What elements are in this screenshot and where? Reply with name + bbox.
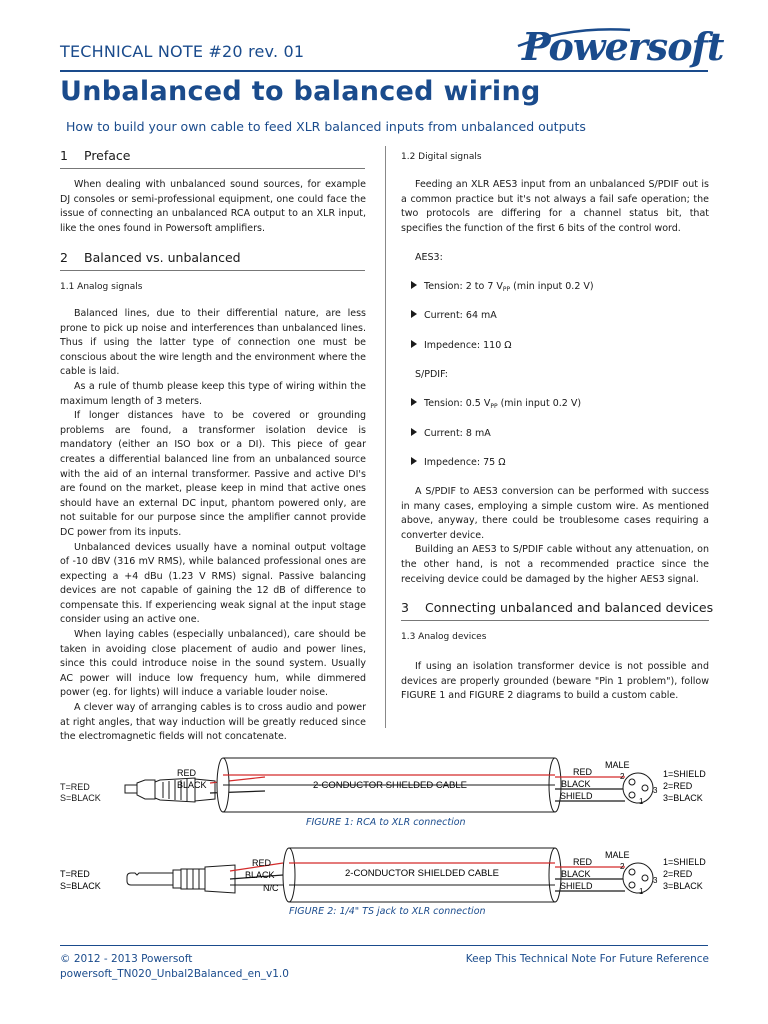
section-title: Preface xyxy=(84,148,131,163)
pin-key-2: 2=RED xyxy=(663,869,693,879)
xlr-male-connector-icon xyxy=(623,773,653,803)
pin-key-1: 1=SHIELD xyxy=(663,769,706,779)
aes3-label: AES3: xyxy=(415,252,443,263)
pin-2: 2 xyxy=(620,772,625,781)
bullet-arrow-icon xyxy=(411,310,417,318)
figure-1-rca-to-xlr-diagram xyxy=(55,755,715,817)
section-rule xyxy=(60,270,365,271)
pin-3: 3 xyxy=(653,786,658,795)
bullet-arrow-icon xyxy=(411,340,417,348)
cable-label: 2-CONDUCTOR SHIELDED CABLE xyxy=(345,868,499,879)
paragraph: As a rule of thumb please keep this type of wiring within the maximum length of 3 meters. xyxy=(60,380,366,407)
aes3-current-item xyxy=(411,310,497,321)
black-wire-label: BLACK xyxy=(245,870,275,880)
figure-1-caption: FIGURE 1: RCA to XLR connection xyxy=(306,817,466,828)
bullet-text: Impedence: 75 Ω xyxy=(424,457,506,468)
logo-wordmark: Powersoft xyxy=(522,24,724,69)
spdif-current-item xyxy=(411,428,491,439)
xlr-red-label: RED xyxy=(573,767,593,777)
cable-label: 2-CONDUCTOR SHIELDED CABLE xyxy=(313,780,467,791)
red-wire-label: RED xyxy=(252,858,272,868)
footer-copyright: © 2012 - 2013 Powersoft xyxy=(60,953,193,965)
figure-2-caption: FIGURE 2: 1/4" TS jack to XLR connection xyxy=(289,906,486,917)
pin-1: 1 xyxy=(639,797,644,806)
page-subtitle: How to build your own cable to feed XLR balanced inputs from unbalanced outputs xyxy=(66,119,586,134)
pin-3: 3 xyxy=(653,876,658,885)
spdif-impedence-item xyxy=(411,457,505,468)
subsection-analog-signals: 1.1 Analog signals xyxy=(60,282,143,292)
section-2-heading xyxy=(60,250,241,265)
male-label: MALE xyxy=(605,850,630,860)
paragraph: A S/PDIF to AES3 conversion can be performed with success in many cases, employing a simple custom wire. As mentioned above, anyway, there could be troublesome cases requiring a converter device. xyxy=(401,486,709,541)
bullet-arrow-icon xyxy=(411,398,417,406)
sleeve-label: S=BLACK xyxy=(60,793,101,803)
paragraph: A clever way of arranging cables is to cross audio and power at right angles, that way induction will be greatly reduced since the electromagnetic fields will not concatenate. xyxy=(60,702,366,743)
paragraph: Balanced lines, due to their differential nature, are less prone to pick up noise and interferences than unbalanced lines. Thus if using the latter type of connection one must be conscious about the wire length and the environment where the cable is laid. xyxy=(60,308,366,378)
paragraph: If longer distances have to be covered or grounding problems are found, a transformer isolation device is mandatory (either an ISO box or a DI). This piece of gear creates a differential balanced line from an unbalanced source with the aid of an internal transformer. Passive and active DI's are found on the market, please keep in mind that active ones should have an external DC input, phantom powered only, are not suitable for our purpose since the amplifier cannot provide DC power from its inputs. xyxy=(60,410,366,538)
footer-filename: powersoft_TN020_Unbal2Balanced_en_v1.0 xyxy=(60,968,289,980)
paragraph: Building an AES3 to S/PDIF cable without any attenuation, on the other hand, is not a recommended practice since the receiving device could be damaged by the higher AES3 signal. xyxy=(401,544,709,585)
section-number: 1 xyxy=(60,148,68,163)
preface-text xyxy=(60,178,366,236)
bullet-text: Tension: 2 to 7 V xyxy=(424,281,503,292)
bullet-arrow-icon xyxy=(411,457,417,465)
bullet-text: Impedence: 110 Ω xyxy=(424,340,512,351)
bullet-text: Current: 64 mA xyxy=(424,310,497,321)
xlr-red-label: RED xyxy=(573,857,593,867)
figure-2-ts-jack-to-xlr-diagram xyxy=(55,845,715,907)
pin-key-2: 2=RED xyxy=(663,781,693,791)
technical-note-label: TECHNICAL NOTE #20 rev. 01 xyxy=(60,42,305,61)
pin-key-1: 1=SHIELD xyxy=(663,857,706,867)
aes3-impedence-item xyxy=(411,340,512,351)
section-rule xyxy=(60,168,365,169)
black-wire-label: BLACK xyxy=(177,780,207,790)
xlr-black-label: BLACK xyxy=(561,869,591,879)
column-separator xyxy=(385,146,386,728)
male-label: MALE xyxy=(605,760,630,770)
nc-label: N/C xyxy=(263,883,279,893)
paragraph: Unbalanced devices usually have a nominal output voltage of -10 dBV (316 mV RMS), while balanced professional ones are expecting a +4 dBu (1.23 V RMS) signal. Passive balancing devices are not capable of gaining the 12 dB of difference to compensate this. If experiencing weak signal at the input stage consider using an active one. xyxy=(60,541,366,626)
subsection-digital-signals: 1.2 Digital signals xyxy=(401,152,482,162)
spdif-label: S/PDIF: xyxy=(415,369,449,380)
pin-key-3: 3=BLACK xyxy=(663,881,703,891)
analog-devices-text xyxy=(401,660,709,704)
conversion-text xyxy=(401,485,709,587)
unit-subscript: PP xyxy=(502,286,511,293)
paragraph: When laying cables (especially unbalanced), care should be taken in avoiding close placement of audio and power lines, since this could introduce noise in the sound system. Usually AC power will induce low frequency hum, while dimmered power (eg. for lights) will induce a variable louder noise. xyxy=(60,629,366,699)
header-rule xyxy=(60,70,708,72)
footer-keep-note: Keep This Technical Note For Future Reference xyxy=(465,953,709,965)
bullet-arrow-icon xyxy=(411,281,417,289)
bullet-arrow-icon xyxy=(411,428,417,436)
page-title: Unbalanced to balanced wiring xyxy=(60,76,541,107)
section-1-heading xyxy=(60,148,131,163)
analog-signals-text xyxy=(60,307,366,745)
xlr-black-label: BLACK xyxy=(561,779,591,789)
bullet-text: (min input 0.2 V) xyxy=(497,398,582,409)
red-wire-label: RED xyxy=(177,768,197,778)
unit-subscript: PP xyxy=(490,403,498,410)
bullet-text: Current: 8 mA xyxy=(424,428,491,439)
section-number: 3 xyxy=(401,600,409,615)
tip-label: T=RED xyxy=(60,782,90,792)
paragraph: Feeding an XLR AES3 input from an unbalanced S/PDIF out is a common practice but it's not always a fail safe operation; the two protocols are differing for a channel status bit, that specifies the function of the first 6 bits of the control word. xyxy=(401,179,709,234)
xlr-male-connector-icon xyxy=(623,863,653,893)
paragraph: When dealing with unbalanced sound sources, for example DJ consoles or semi-professional equipment, one could face the issue of connecting an unbalanced RCA output to an XLR input, like the ones found in Powersoft amplifiers. xyxy=(60,179,366,234)
footer-rule xyxy=(60,945,708,946)
ts-jack-plug-icon xyxy=(127,865,235,893)
section-title: Connecting unbalanced and balanced devices xyxy=(425,600,714,615)
xlr-shield-label: SHIELD xyxy=(560,881,593,891)
powersoft-logo xyxy=(510,22,724,72)
paragraph: If using an isolation transformer device is not possible and devices are properly grounded (beware "Pin 1 problem"), follow FIGURE 1 and FIGURE 2 diagrams to build a custom cable. xyxy=(401,661,709,702)
sleeve-label: S=BLACK xyxy=(60,881,101,891)
spdif-tension-item xyxy=(411,398,581,410)
pin-1: 1 xyxy=(639,887,644,896)
section-number: 2 xyxy=(60,250,68,265)
bullet-text: (min input 0.2 V) xyxy=(510,281,594,292)
section-rule xyxy=(401,620,709,621)
xlr-shield-label: SHIELD xyxy=(560,791,593,801)
tip-label: T=RED xyxy=(60,869,90,879)
subsection-analog-devices: 1.3 Analog devices xyxy=(401,632,487,642)
section-3-heading xyxy=(401,600,713,615)
bullet-text: Tension: 0.5 V xyxy=(424,398,491,409)
section-title: Balanced vs. unbalanced xyxy=(84,250,241,265)
aes3-tension-item xyxy=(411,281,594,293)
pin-2: 2 xyxy=(620,862,625,871)
pin-key-3: 3=BLACK xyxy=(663,793,703,803)
digital-signals-text xyxy=(401,178,709,236)
